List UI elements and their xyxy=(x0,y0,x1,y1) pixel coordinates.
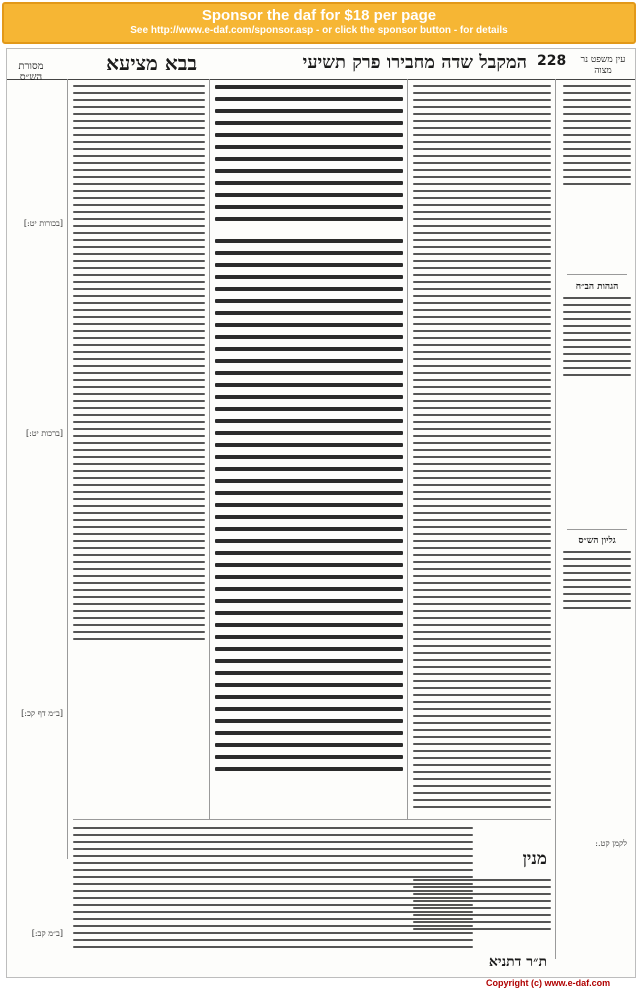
sponsor-title[interactable]: Sponsor the daf for $18 per page xyxy=(201,7,437,24)
gemara-top xyxy=(215,85,403,233)
ein-mishpat-label: עין משפט נר מצוה xyxy=(580,55,626,76)
gilyon-column xyxy=(563,551,631,701)
bottom-commentary-right xyxy=(413,879,551,949)
section-divider xyxy=(73,819,551,820)
masoret-hashas-label: מסורת הש״ס xyxy=(18,61,44,83)
column-divider xyxy=(209,79,210,819)
side-note: [ברכות יט:] xyxy=(25,429,63,438)
column-divider xyxy=(555,79,556,959)
sponsor-banner[interactable] xyxy=(2,2,636,44)
talmud-page xyxy=(6,48,636,978)
tractate-title: בבא מציעא xyxy=(106,51,197,75)
dibur-baraita: ת״ר דתניא xyxy=(488,954,547,970)
copyright-notice: Copyright (c) www.e-daf.com xyxy=(486,978,611,988)
side-note: [בכורות יט:] xyxy=(23,219,63,228)
hagahot-column xyxy=(563,297,631,527)
side-note: לקמן קט.: xyxy=(595,839,627,848)
chapter-title: המקבל שדה מחבירו פרק תשיעי xyxy=(302,52,527,73)
section-divider xyxy=(567,274,627,275)
tosafot-column xyxy=(73,85,205,815)
rashi-column xyxy=(413,85,551,815)
page-number: 228 xyxy=(537,53,567,69)
page-header xyxy=(7,49,635,83)
section-divider xyxy=(567,529,627,530)
sponsor-subtitle[interactable]: See http://www.e-daf.com/sponsor.asp - or click the sponsor button - for details xyxy=(130,25,508,36)
gemara-column xyxy=(215,239,403,799)
side-note: [ב״מ קב:] xyxy=(31,929,63,938)
hagahot-label: הגהות הב״ח xyxy=(575,282,619,292)
gilyon-label: גליון הש״ס xyxy=(578,536,616,546)
column-divider xyxy=(407,79,408,819)
ein-mishpat-column xyxy=(563,85,631,265)
dibur-hamatchil: מנין xyxy=(522,849,547,869)
column-divider xyxy=(67,79,68,859)
side-note: [ב״מ דף קכ:] xyxy=(21,709,63,718)
